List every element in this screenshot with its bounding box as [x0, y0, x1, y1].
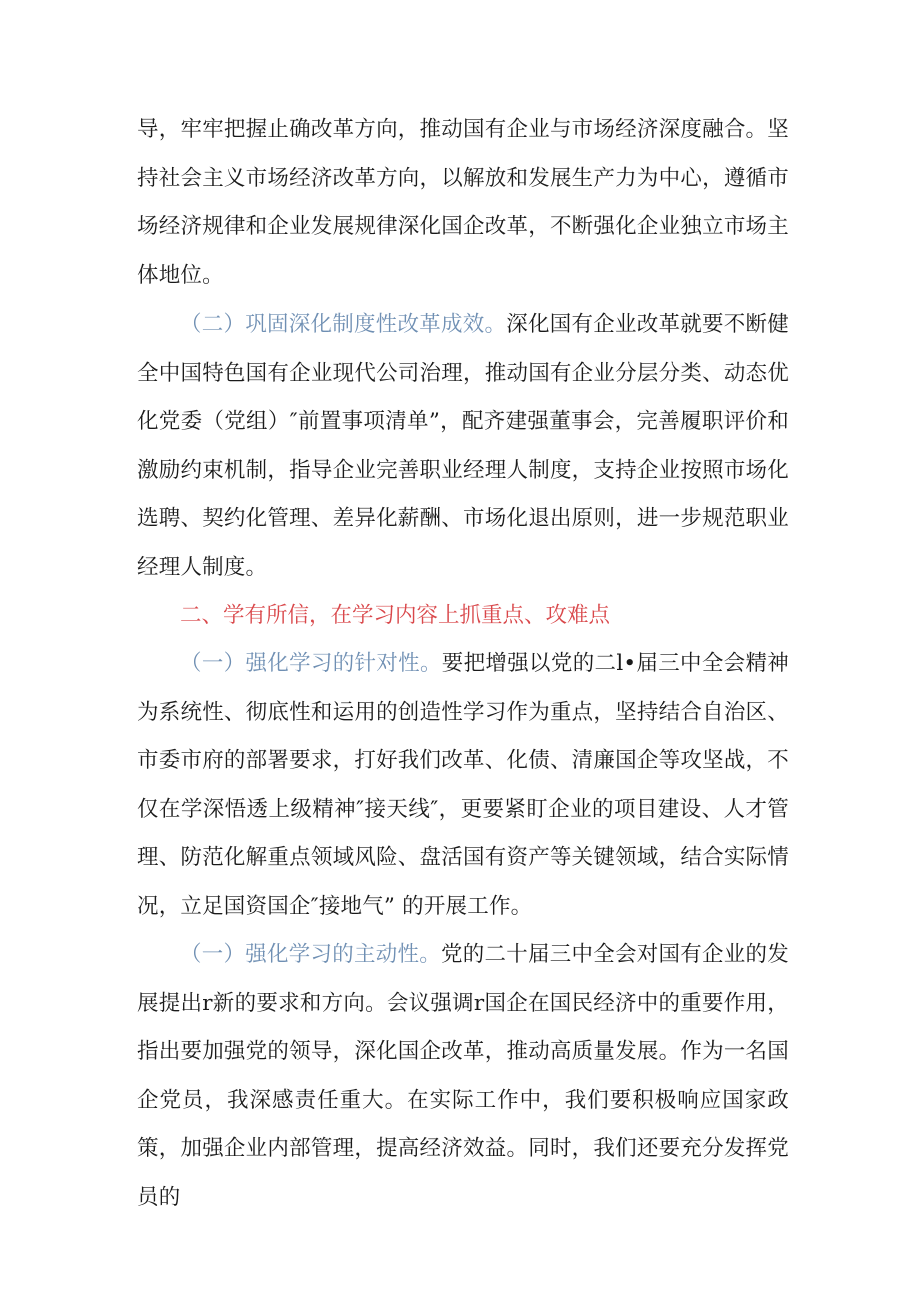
section-heading: 二、学有所信，在学习内容上抓重点、攻难点 — [180, 603, 611, 628]
paragraph-study-initiative — [137, 931, 789, 1222]
paragraph-text: 要把增强以党的二l•届三中全会精神为系统性、彻底性和运用的创造性学习作为重点，坚持结合自治区、市委市府的部署要求，打好我们改革、化债、清廉国企等攻坚战，不仅在学深悟透上级精神″接天线″，更要紧盯企业的项目建设、人才管理、防范化解重点领域风险、盘活国有资产等关键领域，结合实际情况，立足国资国企″接地气” 的开展工作。 — [137, 651, 789, 919]
paragraph-subheading: （一）强化学习的针对性。 — [180, 651, 442, 676]
paragraph-text: 导，牢牢把握止确改革方向，推动国有企业与市场经济深度融合。坚持社会主义市场经济改革方向，以解放和发展生产力为中心，遵循市场经济规律和企业发展规律深化国企改革，不断强化企业独立市场主体地位。 — [137, 117, 789, 288]
paragraph-continued — [137, 106, 789, 300]
paragraph-subheading: （二）巩固深化制度性改革成效。 — [180, 312, 507, 337]
paragraph-subheading: （一）强化学习的主动性。 — [180, 942, 442, 967]
paragraph-text: 深化国有企业改革就要不断健全中国特色国有企业现代公司治理，推动国有企业分层分类、动态优化党委（党组）″前置事项清单”，配齐建强董事会，完善履职评价和激励约束机制，指导企业完善职业经理人制度，支持企业按照市场化选聘、契约化管理、差异化薪酬、市场化退出原则，进一步规范职业经理人制度。 — [137, 312, 789, 580]
paragraph-study-focus — [137, 640, 789, 931]
paragraph-reform-results — [137, 301, 789, 592]
paragraph-text: 党的二十届三中全会对国有企业的发展提出r新的要求和方向。会议强调r国企在国民经济中的重要作用，指出要加强党的领导，深化国企改革，推动高质量发展。作为一名国企党员，我深感责任重大。在实际工作中，我们要积极响应国家政策，加强企业内部管理，提高经济效益。同时，我们还要充分发挥党员的 — [137, 942, 790, 1210]
